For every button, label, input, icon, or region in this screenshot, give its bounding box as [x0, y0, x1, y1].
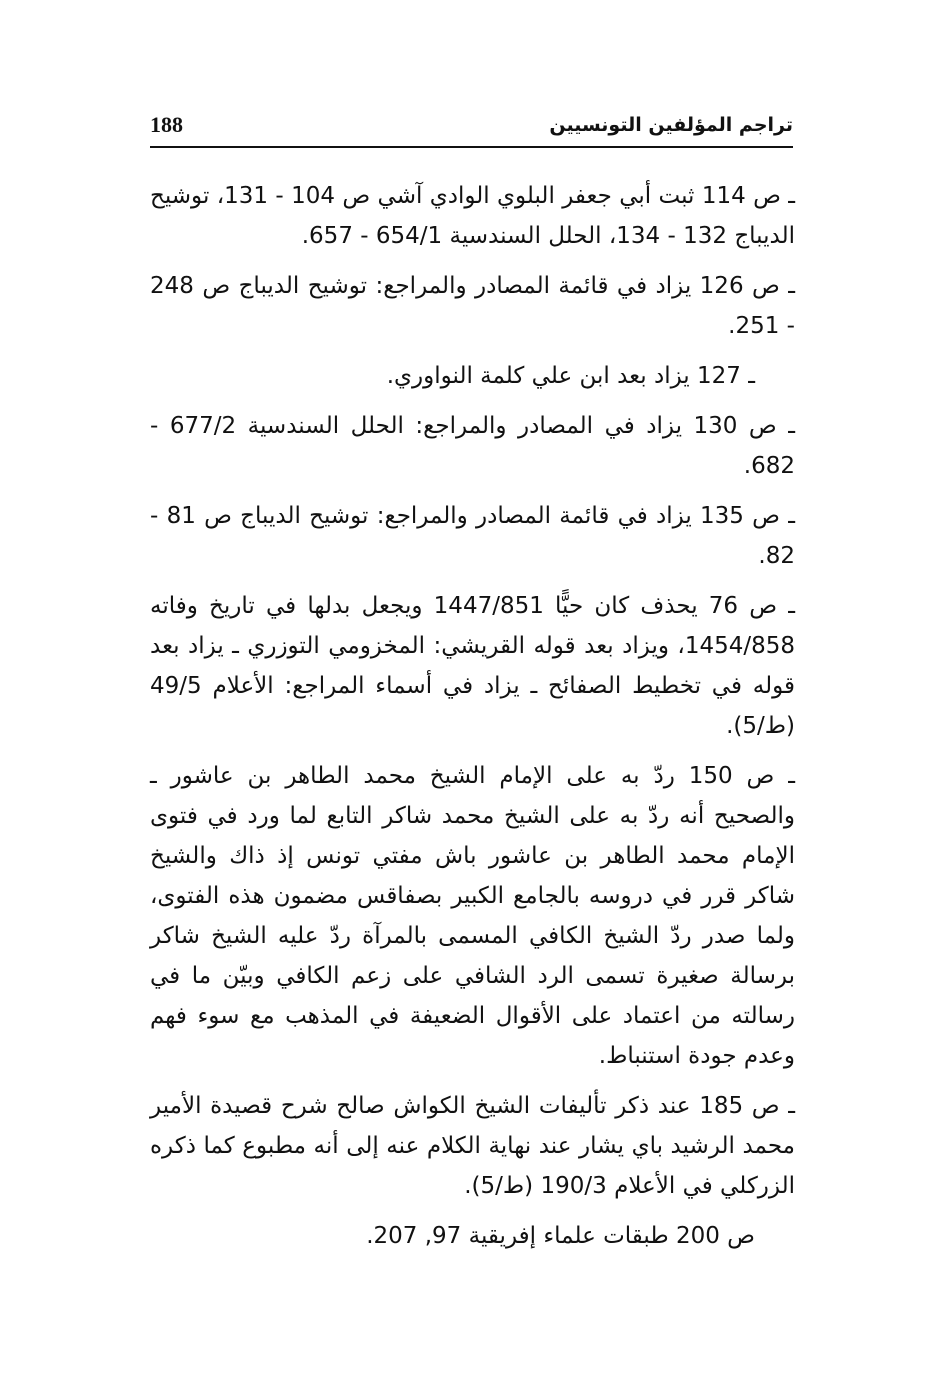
page-number: 188 — [150, 112, 183, 137]
entry-p126: ـ ص 126 يزاد في قائمة المصادر والمراجع: توشيح الديباج ص 248 - 251. — [150, 273, 795, 339]
page-body — [150, 176, 795, 1266]
entry-p150: ـ ص 150 ردّ به على الإمام الشيخ محمد الطاهر بن عاشور ـ والصحيح أنه ردّ به على الشيخ محمد شاكر التابع لما ورد في فتوى الإمام محمد الطاهر بن عاشور باش مفتي تونس إذ ذاك والشيخ شاكر قرر في دروسه بالجامع الكبير بصفاقس مضمون هذه الفتوى، ولما صدر ردّ الشيخ الكافي المسمى بالمرآة ردّ عليه الشيخ شاكر برسالة صغيرة تسمى الرد الشافي على زعم الكافي وبيّن ما في رسالته من اعتماد على الأقوال الضعيفة في المذهب مع سوء فهم وعدم جودة استنباط. — [150, 763, 796, 1069]
entry-p76: ـ ص 76 يحذف كان حيًّا 1447/851 ويجعل بدلها في تاريخ وفاته 1454/858، ويزاد بعد قوله القريشي: المخزومي التوزري ـ يزاد بعد قوله في تخطيط الصفائح ـ يزاد في أسماء المراجع: الأعلام 49/5 (ط/5). — [150, 593, 795, 739]
entry-p127: ـ 127 يزاد بعد ابن علي كلمة النواوري. — [386, 363, 755, 389]
entry-p200: ص 200 طبقات علماء إفريقية 97, 207. — [366, 1223, 755, 1249]
entry-p114: ـ ص 114 ثبت أبي جعفر البلوي الوادي آشي ص 104 - 131، توشيح الديباج 132 - 134، الحلل السندسية 654/1 - 657. — [150, 183, 796, 249]
page-header — [150, 112, 793, 148]
entry-p130: ـ ص 130 يزاد في المصادر والمراجع: الحلل السندسية 677/2 - 682. — [150, 413, 795, 479]
entry-p135: ـ ص 135 يزاد في قائمة المصادر والمراجع: توشيح الديباج ص 81 - 82. — [150, 503, 795, 569]
running-header-title: تراجم المؤلفين التونسيين — [549, 114, 793, 136]
entry-p185: ـ ص 185 عند ذكر تأليفات الشيخ الكواش صالح شرح قصيدة الأمير محمد الرشيد باي يشار عند نهاية الكلام عنه إلى أنه مطبوع كما ذكره الزركلي في الأعلام 190/3 (ط/5). — [150, 1093, 795, 1199]
